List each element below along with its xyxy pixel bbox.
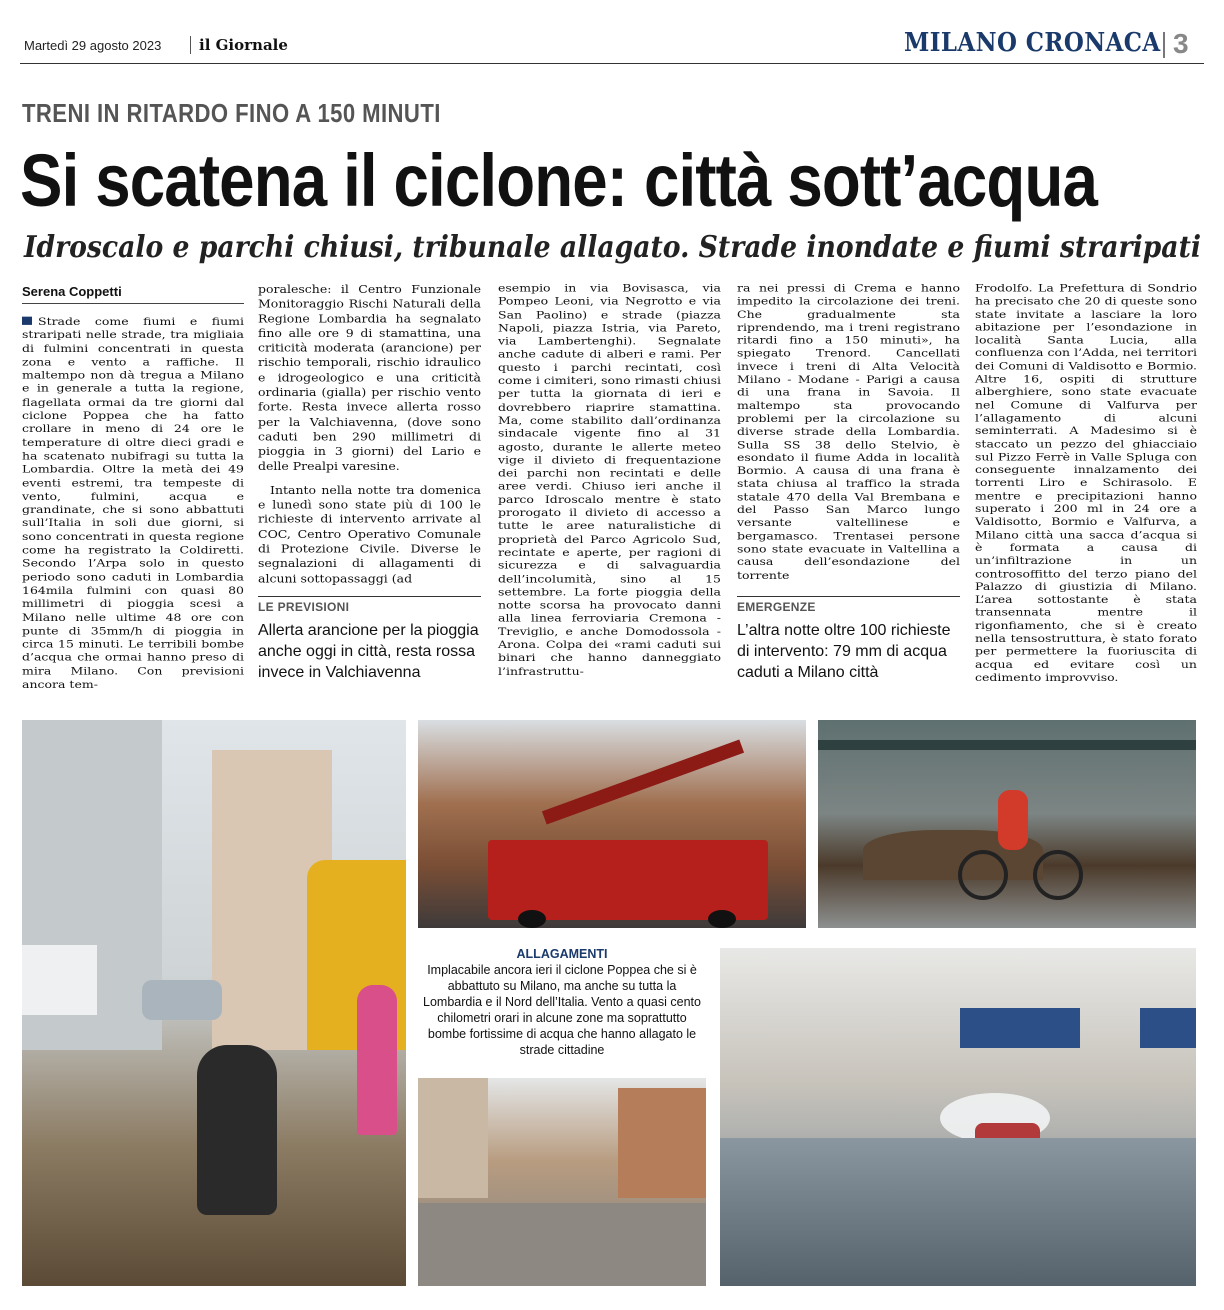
pedestrian-shape: [357, 985, 397, 1135]
column-paragraph: Intanto nella notte tra domenica e lunedì sono state più di 100 le richieste di intervento arrivate al COC, Centro Operativo Comunale di Protezione Civile. Diverse le segnalazioni di allagamenti di alcuni sottopassaggi (ad: [258, 482, 481, 585]
column-paragraph: ra nei pressi di Crema e hanno impedito la circolazione dei treni. Che gradualmente sta riprendendo, ma i treni registrano ritardi fino a 150 minuti», ha spiegato Trenord. Cancellati invece i treni di Alta Velocità Milano - Modane - Parigi a causa di una frana in Savoia. Il maltempo sta provocando problemi per la circolazione su diverse strade della Lombardia. Sulla SS 38 dello Stelvio, è esondato il fiume Adda in località Bormio. A causa di una frana è stata chiusa al traffico la strada statale 470 della Val Brembana e del Passo San Marco lungo versante valtellinese e bergamasco. Trentasei persone sono state evacuate in Valtellina a causa dell’esondazione del torrente: [737, 282, 960, 581]
ladder-shape: [542, 740, 744, 825]
wheel-shape: [518, 910, 546, 928]
subheadline: Idroscalo e parchi chiusi, tribunale allagato. Strade inondate e fiumi straripati: [24, 230, 1202, 265]
column-paragraph: poralesche: il Centro Funzionale Monitoraggio Rischi Naturali della Regione Lombardia ha segnalato fino alle ore 9 di stamattina, una criticità moderata (arancione) per rischio temporali, rischio idraulico e idrogeologico e una criticità ordinaria (gialla) per rischio vento forte. Resta invece allerta rosso per la Valchiavenna, (dove sono caduti ben 290 millimetri di pioggia in 3 giorni) del Lario e delle Prealpi varesine.: [258, 282, 481, 473]
emergency-box: [737, 596, 960, 683]
kicker: TRENI IN RITARDO FINO A 150 MINUTI: [22, 98, 441, 128]
box-label: LE PREVISIONI: [258, 596, 481, 614]
column-text: Strade come fiumi e fiumi straripati nelle strade, tra migliaia di fulmini concentrati in questa zona e vento a raffiche. Il maltempo non dà tregua a Milano e in generale a tutta la regione, flagellata ormai da tre giorni dal ciclone Poppea che ha fatto crollare in meno di 24 ore le temperature di oltre dieci gradi e ha scatenato nubifragi su tutta la Lombardia. Oltre la metà dei 49 eventi estremi, tra tempeste di vento, fulmini, acqua e grandinate, che si sono abbattuti sull’Italia in soli due giorni, si sono concentrati in questa regione come ha registrato la Coldiretti. Secondo l’Arpa solo in questo periodo sono caduti in Lombardia 164mila fulmini con quasi 80 millimetri di pioggia scesi a Milano nelle ultime 48 ore con punte di 35mm/h di pioggia in circa 15 minuti. Le terribili bombe d’acqua che ormai hanno preso di mira Milano. Con previsioni ancora tem-: [22, 315, 244, 691]
photo-cyclist-rain: [818, 720, 1196, 928]
wet-road-shape: [418, 1203, 706, 1286]
van-shape: [22, 945, 97, 1015]
newspaper-name: il Giornale: [190, 36, 288, 54]
box-text: L’altra notte oltre 100 richieste di intervento: 79 mm di acqua caduti a Milano città: [737, 622, 951, 681]
box-label: EMERGENZE: [737, 596, 960, 614]
shop-sign-shape: [1140, 1008, 1196, 1048]
headline: Si scatena il ciclone: città sott’acqua: [20, 139, 1098, 222]
column-paragraph: Frodolfo. La Prefettura di Sondrio ha precisato che 20 di queste sono state invitate a lasciare la loro abitazione per l’esondazione in località Santa Lucia, alla confluenza con l’Adda, nei territori dei Comuni di Valdisotto e Bormio. Altre 16, ospiti di strutture alberghiere, sono state evacuate nel Comune di Valfurva per l’allagamento di alcuni seminterrati. A Madesimo si è staccato un pezzo del ghiacciaio sul Pizzo Ferrè in Valle Spluga con conseguente innalzamento dei torrenti Liro e Schirasolo. E mentre e precipitazioni hanno superato i 200 ml in 24 ore a Valdisotto, Bormio e Valfurva, a Milano città una sacca d’acqua si è formata a causa di un’infiltrazione in un controsoffitto del terzo piano del Palazzo di giustizia di Milano. L’area sottostante è stata transennata mentre il rigonfiamento, che si è creato nella tensostruttura, è stato forato per permettere la fuoriuscita di acqua ed evitare così un cedimento improvviso.: [975, 282, 1197, 684]
page-header: [20, 28, 1204, 64]
article-column-1: [22, 315, 244, 771]
box-text: Allerta arancione per la pioggia anche oggi in città, resta rossa invece in Valchiavenna: [258, 622, 479, 681]
photo-flooded-avenue: [418, 1078, 706, 1286]
wheel-shape: [708, 910, 736, 928]
section-divider: [1163, 32, 1165, 58]
photo-fire-truck: [418, 720, 806, 928]
bike-wheel-shape: [958, 850, 1008, 900]
building-shape: [618, 1088, 706, 1198]
car-shape: [142, 980, 222, 1020]
scooter-shape: [197, 1045, 277, 1215]
caption-title: ALLAGAMENTI: [516, 947, 608, 961]
forecast-box: [258, 596, 481, 683]
lead-square-icon: [22, 317, 32, 325]
issue-date: Martedì 29 agosto 2023: [24, 38, 162, 53]
bar-sign-shape: [960, 1008, 1080, 1048]
article-column-2: [258, 282, 481, 618]
column-paragraph: esempio in via Bovisasca, via Pompeo Leoni, via Negrotto e via San Paolino) e strade (piazza Napoli, piazza Istria, via Pareto, via Lambertenghi). Segnalate anche cadute di alberi e rami. Per questo i parchi recintati, così come i cimiteri, sono rimasti chiusi per tutta la giornata di ieri e dovrebbero riaprire stamattina. Ma, come stabilito dall’ordinanza sindacale vigente fino al 31 agosto, durante le allerte meteo vige il divieto di frequentazione dei parchi non recintati e delle aree verdi. Chiuso ieri anche il parco Idroscalo mentre è stato prorogato il divieto di accesso a tutte le aree naturalistiche di proprietà del Parco Agricolo Sud, recintate e aperte, per ragioni di sicurezza e di salvaguardia dell’incolumità, sino al 15 settembre. La forte pioggia della notte scorsa ha provocato danni alla linea ferroviaria Cremona - Treviglio, e anche Domodossola - Arona. Colpa dei «rami caduti sui binari che hanno danneggiato l’infrastruttu-: [498, 282, 721, 677]
arcade-beam-shape: [818, 740, 1196, 750]
page-number: 3: [1173, 28, 1189, 59]
bike-wheel-shape: [1033, 850, 1083, 900]
building-shape: [418, 1078, 488, 1198]
article-column-5: [975, 282, 1197, 787]
byline: Serena Coppetti: [22, 284, 244, 304]
caption-text: Implacabile ancora ieri il ciclone Poppea che si è abbattuto su Milano, ma anche su tutta la Lombardia e il Nord dell’Italia. Vento a quasi cento chilometri orari in alcune zone ma soprattutto bombe fortissime di acqua che hanno allagato le strade cittadine: [423, 963, 701, 1057]
photo-car-splash: [720, 948, 1196, 1286]
fire-truck-shape: [488, 840, 768, 920]
section-title: MILANO CRONACA: [904, 28, 1161, 58]
flooded-street-shape: [720, 1138, 1196, 1286]
cyclist-shape: [998, 790, 1028, 850]
article-column-3: [498, 282, 721, 771]
photo-flooded-street-scooter: [22, 720, 406, 1286]
photo-caption: [418, 946, 706, 1058]
